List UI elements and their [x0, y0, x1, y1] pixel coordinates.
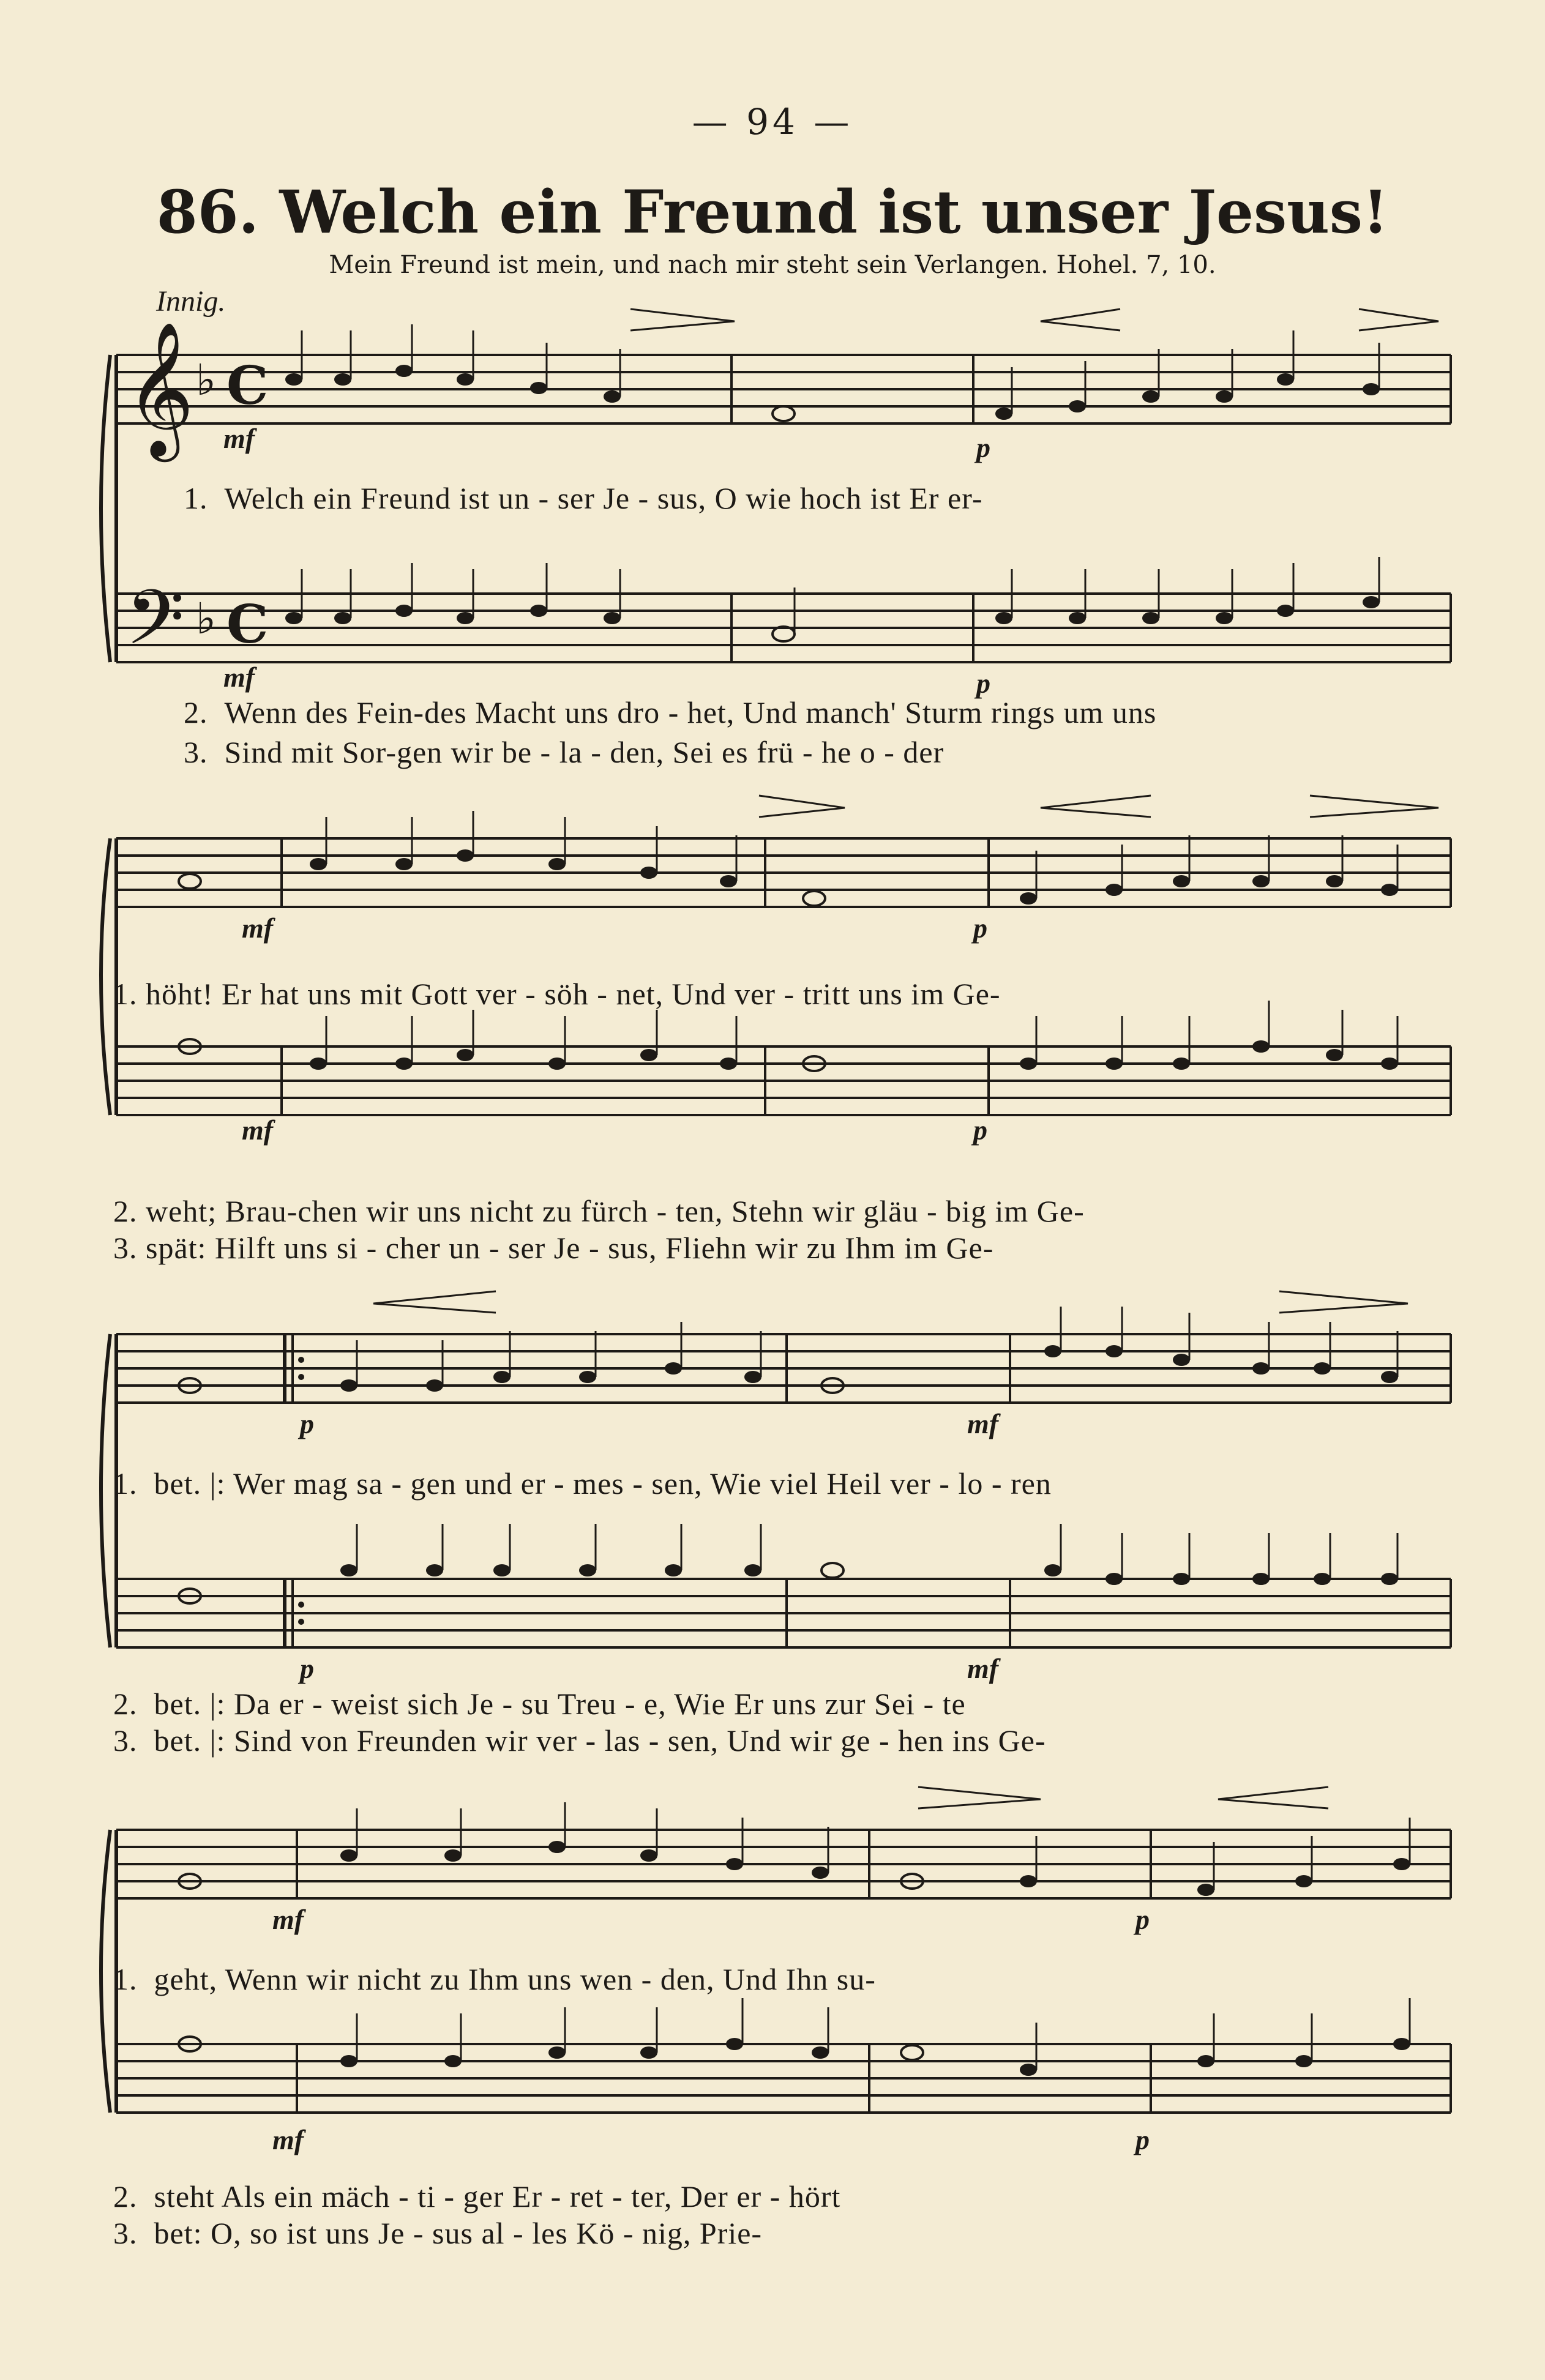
time-signature-icon: C: [226, 594, 269, 655]
dynamic-marking: mf: [242, 1114, 274, 1146]
lyric-line: 2. bet. |: Da er - weist sich Je - su Treu - e, Wie Er uns zur Sei - te: [113, 1687, 966, 1721]
music-system-3: [0, 1285, 1545, 1775]
lyric-line: 2. weht; Brau-chen wir uns nicht zu fürch - ten, Stehn wir gläu - big im Ge-: [113, 1194, 1085, 1228]
dynamic-marking: p: [300, 1653, 314, 1684]
dynamic-marking: mf: [272, 2124, 304, 2155]
time-signature-icon: C: [226, 355, 269, 417]
lyric-line: 3. bet. |: Sind von Freunden wir ver - las - sen, Und wir ge - hen ins Ge-: [113, 1723, 1046, 1758]
dynamic-marking: p: [1135, 2124, 1150, 2155]
dynamic-marking: mf: [272, 1904, 304, 1935]
hymn-subtitle: Mein Freund ist mein, und nach mir steht sein Verlangen. Hohel. 7, 10.: [329, 251, 1216, 279]
dynamic-marking: p: [973, 912, 987, 944]
dynamic-marking: mf: [967, 1653, 999, 1684]
dynamic-marking: p: [976, 432, 990, 463]
lyric-line: 2. steht Als ein mäch - ti - ger Er - ret - ter, Der er - hört: [113, 2179, 841, 2214]
page-number: — 94 —: [692, 101, 853, 143]
dynamic-marking: mf: [223, 423, 255, 454]
dynamic-marking: p: [976, 668, 990, 699]
music-system-4: [0, 1781, 1545, 2270]
dynamic-marking: mf: [242, 912, 274, 944]
lyric-line: 3. spät: Hilft uns si - cher un - ser Je - sus, Fliehn wir zu Ihm im Ge-: [113, 1231, 994, 1265]
lyric-line: 3. bet: O, so ist uns Je - sus al - les Kö - nig, Prie-: [113, 2216, 763, 2250]
lyric-line: 1. Welch ein Freund ist un - ser Je - sus, O wie hoch ist Er er-: [184, 481, 983, 515]
lyric-line: 2. Wenn des Fein-des Macht uns dro - het, Und manch' Sturm rings um uns: [184, 695, 1157, 729]
dynamic-marking: p: [300, 1408, 314, 1439]
dynamic-marking: p: [973, 1114, 987, 1146]
bass-clef-icon: 𝄢: [125, 574, 185, 681]
key-signature-flat-icon: ♭: [196, 594, 217, 644]
dynamic-marking: p: [1135, 1904, 1150, 1935]
dynamic-marking: mf: [223, 662, 255, 693]
dynamic-marking: mf: [967, 1408, 999, 1439]
hymn-title: 86. Welch ein Freund ist unser Jesus!: [156, 177, 1389, 247]
lyric-line: 1. bet. |: Wer mag sa - gen und er - mes - sen, Wie viel Heil ver - lo - ren: [113, 1466, 1052, 1501]
music-system-1: [0, 294, 1545, 783]
treble-clef-icon: 𝄞: [125, 321, 195, 456]
music-system-2: [0, 789, 1545, 1279]
lyric-line: 1. höht! Er hat uns mit Gott ver - söh - net, Und ver - tritt uns im Ge-: [113, 977, 1001, 1011]
lyric-line: 3. Sind mit Sor-gen wir be - la - den, Sei es frü - he o - der: [184, 735, 945, 769]
tempo-marking: Innig.: [156, 285, 226, 318]
key-signature-flat-icon: ♭: [196, 355, 217, 405]
lyric-line: 1. geht, Wenn wir nicht zu Ihm uns wen - den, Und Ihn su-: [113, 1962, 876, 1996]
